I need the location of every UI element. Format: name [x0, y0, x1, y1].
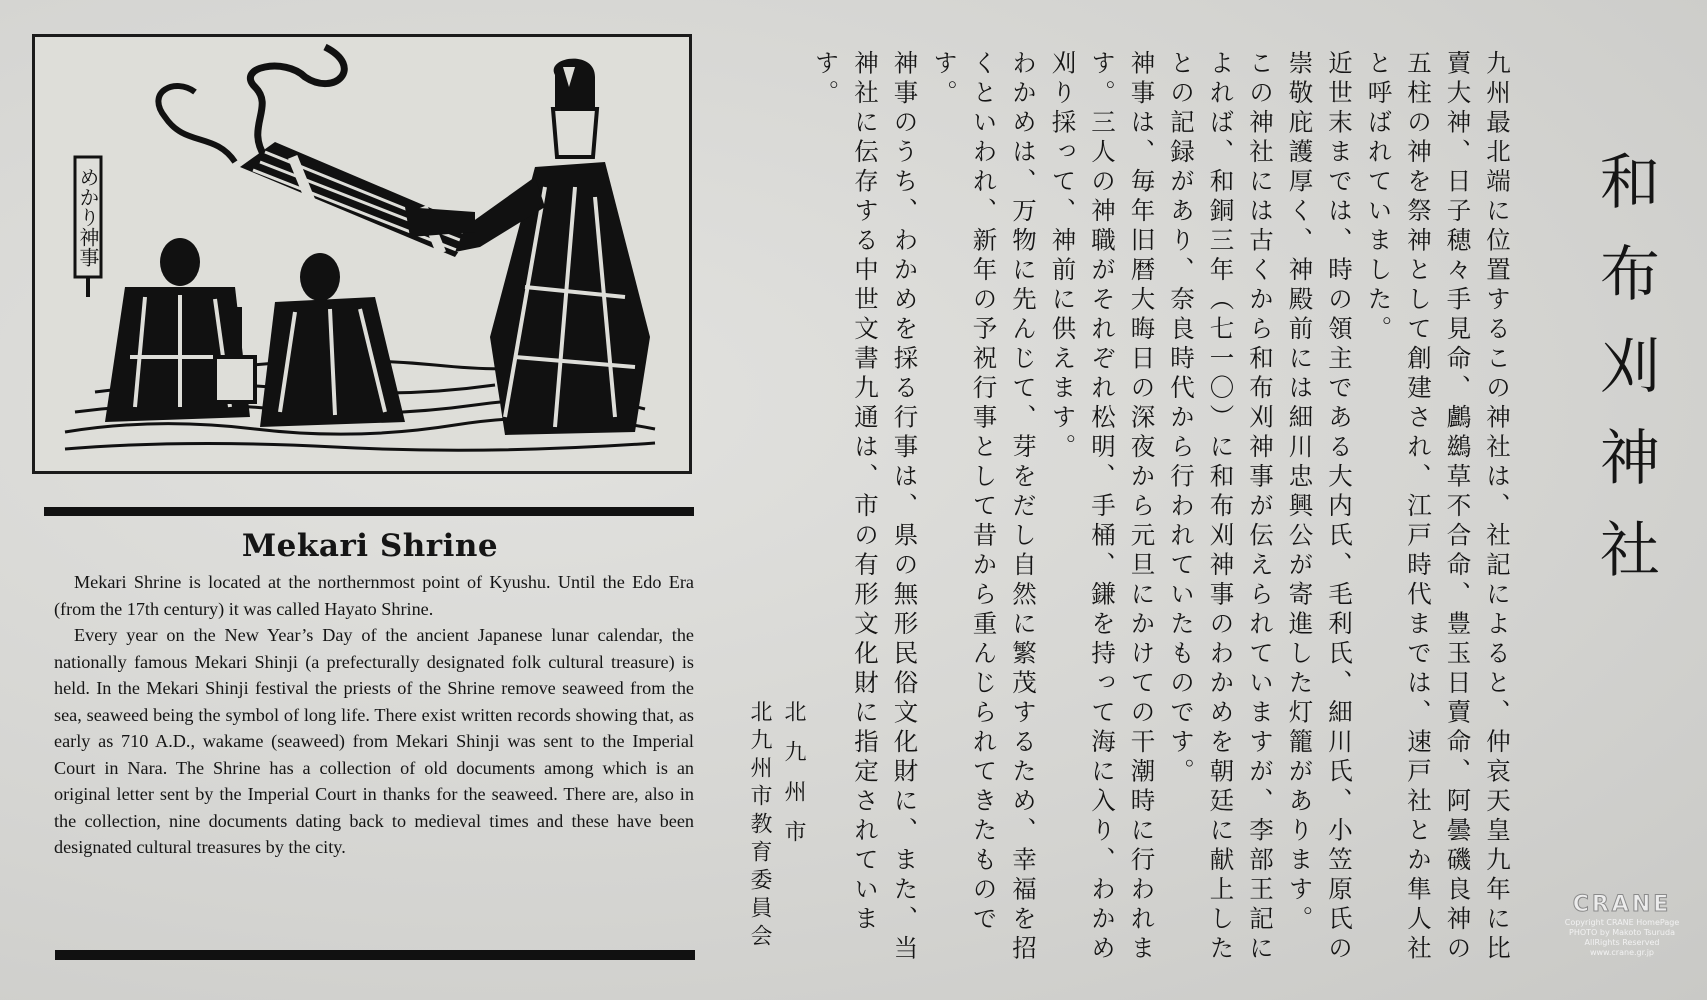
credit-line: www.crane.gr.jp [1589, 948, 1655, 957]
english-paragraph: Every year on the New Year’s Day of the ancient Japanese lunar calendar, the nationally famous Mekari Shinji (a prefecturally designated folk cultural treasure) is held. In the Mekari Shinji festival the priests of the Shrine remove seaweed from the sea, seaweed being the symbol of long life. There exist written records showing that, as early as 710 A.D., wakame (seaweed) from Mekari Shinji was sent to the Imperial Court in Nara. The Shrine has a collection of old documents among which is an original letter sent by the Imperial Court in thanks for the seaweed. There are, also in the collection, nine documents dating back to medieval times and these have been designated cultural treasures by the city. [54, 625, 694, 857]
illustration-frame [32, 34, 692, 474]
english-body [54, 569, 694, 861]
mekari-ritual-illustration [35, 37, 689, 471]
credit-line: Copyright CRANE HomePage [1564, 918, 1680, 927]
japanese-paragraph: 近世末までは、時の領主である大内氏、毛利氏、細川氏、小笠原氏の崇敬庇護厚く、神殿前には細川忠興公が寄進した灯籠があります。 [1285, 50, 1354, 965]
crane-logo: CRANE [1572, 892, 1672, 917]
japanese-paragraph: 神事のうち、わかめを採る行事は、県の無形民俗文化財に、また、当神社に伝存する中世文書九通は、市の有形文化財に指定されています。 [811, 50, 920, 965]
priest-middle [260, 253, 405, 427]
signboard-text: めかり神事 [76, 167, 100, 267]
photo-credit-watermark [1552, 892, 1692, 958]
japanese-paragraph: この神社には古くから和布刈神事が伝えられていますが、李部王記によれば、和銅三年（七一〇）に和布刈神事のわかめを朝廷に献上したとの記録があり、奈良時代から行われていたものです。 [1167, 50, 1275, 965]
event-signboard [75, 157, 101, 297]
japanese-title: 和布刈神社 [1590, 150, 1660, 610]
bottom-divider-rule [55, 950, 695, 960]
credit-line: PHOTO by Makoto Tsuruda [1569, 928, 1675, 937]
japanese-body [806, 50, 1517, 970]
japanese-paragraph: わかめは、万物に先んじて、芽をだし自然に繁茂するため、幸福を招くといわれ、新年の予祝行事として昔から重んじられてきたものです。 [930, 50, 1038, 965]
japanese-paragraph: 九州最北端に位置するこの神社は、社記によると、仲哀天皇九年に比賣大神、日子穂々手見命、鸕鷀草不合命、豊玉日賣命、阿曇磯良神の五柱の神を祭神として創建され、江戸時代までは、速戸社とか隼人社と呼ばれていました。 [1364, 50, 1512, 965]
english-title: Mekari Shrine [241, 528, 499, 564]
priest-left [105, 238, 255, 422]
credit-line: AllRights Reserved [1584, 938, 1660, 947]
issuer-board: 北九州市教育委員会 [747, 700, 772, 952]
top-divider-rule [44, 507, 694, 516]
issuer-city: 北九州市 [781, 700, 806, 860]
japanese-paragraph: 神事は、毎年旧暦大晦日の深夜から元旦にかけての干潮時に行われます。三人の神職がそれぞれ松明、手桶、鎌を持って海に入り、わかめ刈り採って、神前に供えます。 [1048, 50, 1157, 965]
torch-smoke [250, 47, 344, 157]
torch-bundle [240, 142, 475, 257]
english-paragraph: Mekari Shrine is located at the northernmost point of Kyushu. Until the Edo Era (from the 17th century) it was called Hayato Shrine. [54, 572, 694, 619]
